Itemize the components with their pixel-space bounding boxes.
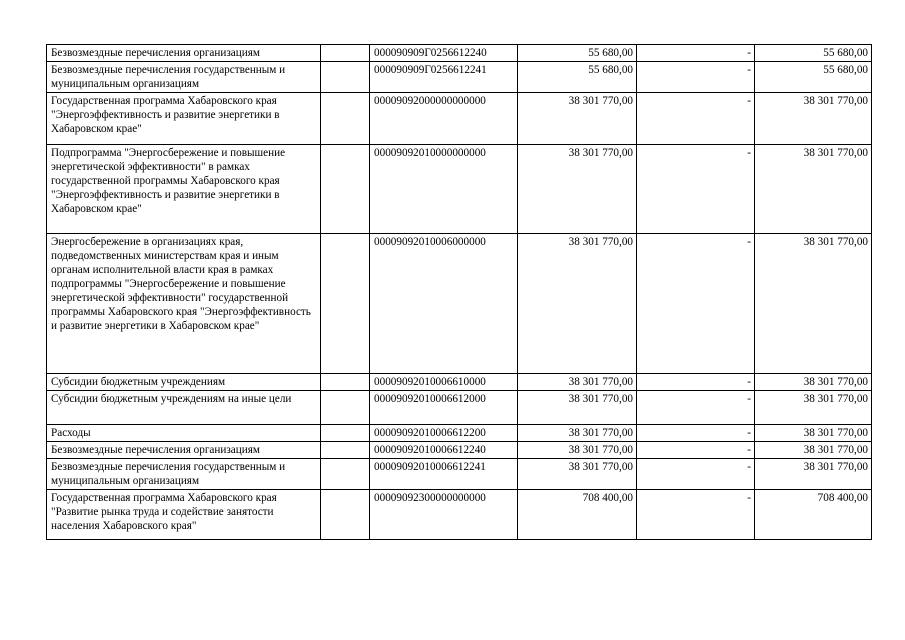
table-row [47,459,872,490]
row-empty-cell [321,374,370,391]
row-empty-cell [321,62,370,93]
table-row [47,374,872,391]
row-name-cell: Расходы [47,425,321,442]
row-amount-cell: 38 301 770,00 [518,425,637,442]
row-name-cell: Энергосбережение в организациях края, подведомственных министерствам края и иным органам исполнительной власти края в рамках подпрограммы "Энергосбережение и повышение энергетической эффективности" государственной программы Хабаровского края "Энергоэффективность и развитие энергетики в Хабаровском крае" [47,234,321,374]
row-total-cell: 38 301 770,00 [755,425,872,442]
row-change-cell: - [637,45,755,62]
row-name-cell: Безвозмездные перечисления организациям [47,45,321,62]
row-change-cell: - [637,490,755,540]
row-total-cell: 55 680,00 [755,45,872,62]
row-empty-cell [321,93,370,145]
row-total-cell: 38 301 770,00 [755,234,872,374]
row-amount-cell: 708 400,00 [518,490,637,540]
row-change-cell: - [637,62,755,93]
table-row [47,490,872,540]
table-row [47,234,872,374]
row-change-cell: - [637,425,755,442]
row-amount-cell: 55 680,00 [518,45,637,62]
row-amount-cell: 38 301 770,00 [518,459,637,490]
row-empty-cell [321,145,370,234]
row-code-cell: 000090909Г0256612240 [370,45,518,62]
table-row [47,93,872,145]
row-change-cell: - [637,93,755,145]
row-total-cell: 55 680,00 [755,62,872,93]
row-empty-cell [321,459,370,490]
row-amount-cell: 38 301 770,00 [518,234,637,374]
row-total-cell: 38 301 770,00 [755,391,872,425]
table-row [47,391,872,425]
table-row [47,442,872,459]
table-row [47,62,872,93]
row-total-cell: 38 301 770,00 [755,93,872,145]
row-change-cell: - [637,459,755,490]
row-code-cell: 00009092010006612200 [370,425,518,442]
row-empty-cell [321,490,370,540]
row-code-cell: 00009092010000000000 [370,145,518,234]
row-name-cell: Безвозмездные перечисления организациям [47,442,321,459]
row-change-cell: - [637,442,755,459]
row-name-cell: Безвозмездные перечисления государственным и муниципальным организациям [47,459,321,490]
row-name-cell: Государственная программа Хабаровского края "Энергоэффективность и развитие энергетики в Хабаровском крае" [47,93,321,145]
row-empty-cell [321,234,370,374]
row-total-cell: 38 301 770,00 [755,459,872,490]
row-total-cell: 38 301 770,00 [755,145,872,234]
row-empty-cell [321,442,370,459]
row-amount-cell: 38 301 770,00 [518,145,637,234]
row-change-cell: - [637,145,755,234]
row-name-cell: Государственная программа Хабаровского края "Развитие рынка труда и содействие занятости населения Хабаровского края" [47,490,321,540]
row-name-cell: Субсидии бюджетным учреждениям [47,374,321,391]
row-empty-cell [321,425,370,442]
row-name-cell: Подпрограмма "Энергосбережение и повышение энергетической эффективности" в рамках государственной программы Хабаровского края "Энергоэффективность и развитие энергетики в Хабаровском крае" [47,145,321,234]
row-empty-cell [321,45,370,62]
row-code-cell: 00009092000000000000 [370,93,518,145]
row-code-cell: 00009092010006612241 [370,459,518,490]
row-code-cell: 00009092010006612000 [370,391,518,425]
row-amount-cell: 38 301 770,00 [518,442,637,459]
row-change-cell: - [637,391,755,425]
row-total-cell: 38 301 770,00 [755,442,872,459]
row-total-cell: 38 301 770,00 [755,374,872,391]
row-name-cell: Субсидии бюджетным учреждениям на иные цели [47,391,321,425]
row-code-cell: 000090909Г0256612241 [370,62,518,93]
row-code-cell: 00009092010006610000 [370,374,518,391]
table-row [47,425,872,442]
table-row [47,45,872,62]
row-name-cell: Безвозмездные перечисления государственным и муниципальным организациям [47,62,321,93]
budget-table [46,44,872,540]
row-amount-cell: 38 301 770,00 [518,374,637,391]
row-change-cell: - [637,234,755,374]
row-code-cell: 00009092010006000000 [370,234,518,374]
row-amount-cell: 38 301 770,00 [518,391,637,425]
table-row [47,145,872,234]
row-code-cell: 00009092300000000000 [370,490,518,540]
row-empty-cell [321,391,370,425]
row-amount-cell: 38 301 770,00 [518,93,637,145]
budget-table-body [47,45,872,540]
row-amount-cell: 55 680,00 [518,62,637,93]
row-change-cell: - [637,374,755,391]
row-total-cell: 708 400,00 [755,490,872,540]
row-code-cell: 00009092010006612240 [370,442,518,459]
